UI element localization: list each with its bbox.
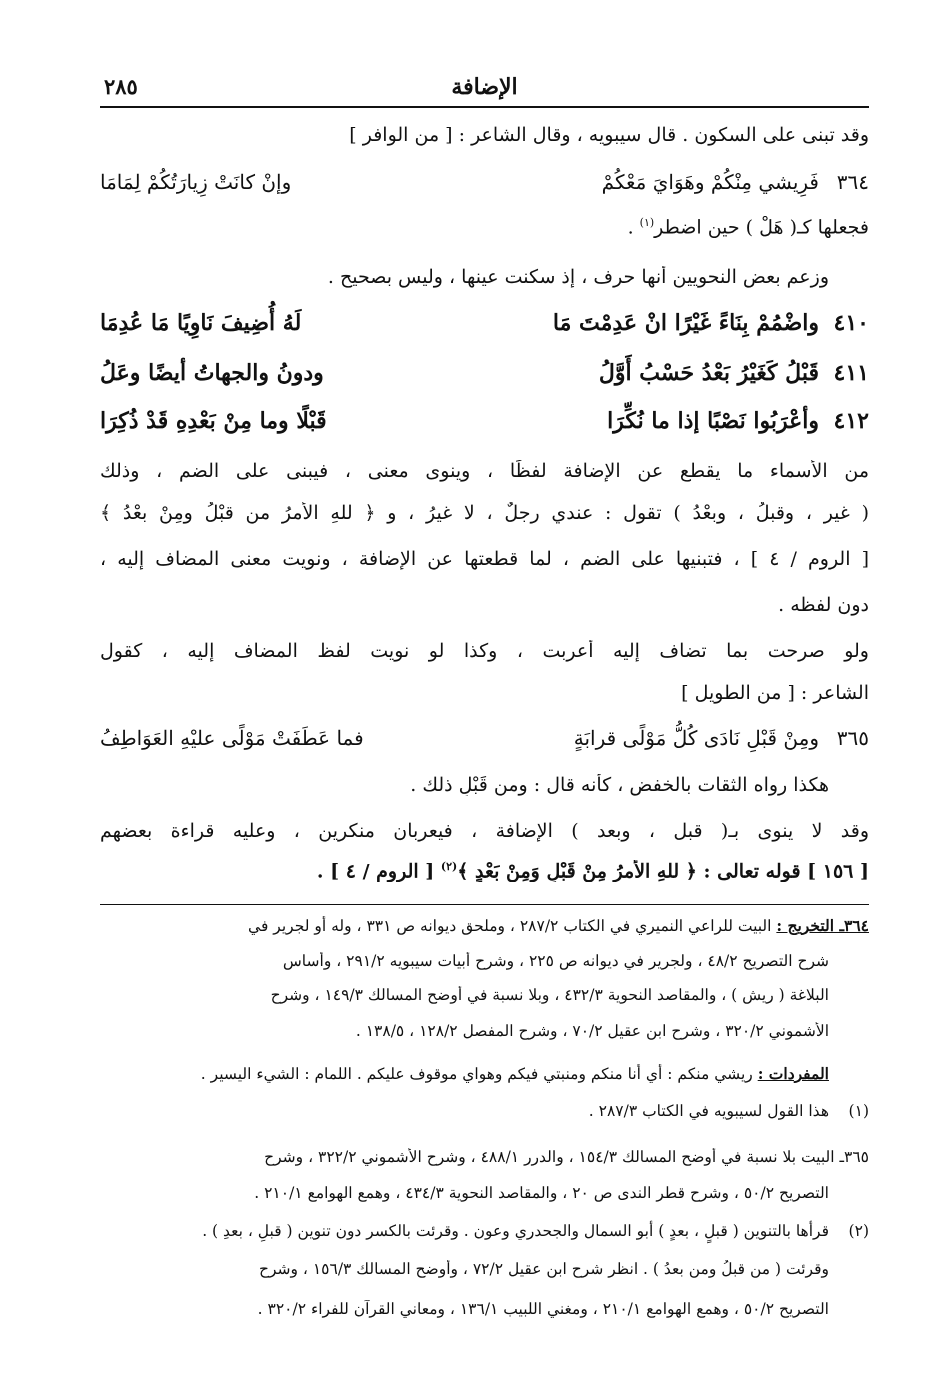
verse-second-hemistich: ودونُ والجهاتُ أيضًا وعَلُ [100,360,324,386]
footnote-ref: (١) [639,216,655,229]
verse-first-hemistich: واضْمُمْ بِنَاءً غَيْرًا انْ عَدِمْتَ مَا [552,310,819,336]
text-line: من الأسماء ما يقطع عن الإضافة لفظًا ، وينوى معنى ، فيبنى على الضم ، وذلك [100,460,869,482]
verse-number: ٤١٢ [833,408,869,434]
text-line: فجعلها كـ( هَلْ ) حين اضطر$^{(١)}$ . [627,216,869,239]
footnote-line: التصريح ٥٠/٢ ، وشرح قطر الندى ص ٢٠ ، والمقاصد النحوية ٤٣٤/٣ ، وهمع الهوامع ٢١٠/١ . [254,1184,829,1202]
footnote-mark: (١) [848,1102,869,1120]
footnote-line: المفردات : ريشي منكم : أي أنا منكم ومنبتي فيكم وهواي موقوف عليكم . اللمام : الشيء اليسير . [200,1064,829,1083]
verse-second-hemistich: وإنْ كانَتْ زِيارَتُكُمْ لِمَامَا [100,170,292,194]
text-line: [ الروم / ٤ ] ، فتبنيها على الضم ، لما قطعتها عن الإضافة ، ونويت معنى المضاف إليه ، [100,548,869,570]
text-line: الشاعر : [ من الطويل ] [681,682,869,704]
text-line: دون لفظه . [778,594,869,616]
verse-number: ٣٦٤ [836,170,869,194]
running-header [100,72,869,108]
text-line: [ ١٥٦ ] قوله تعالى : ﴿ للهِ الأمرُ مِنْ قَبْلٍ وَمِنْ بَعْدٍ ﴾$^{(٢)}$ [ الروم / ٤ ] . [316,860,869,883]
verse-first-hemistich: ومِنْ قَبْلِ نَادَى كُلُّ مَوْلًى قرابَةٍ [573,726,819,750]
text-line: وزعم بعض النحويين أنها حرف ، إذ سكنت عينها ، وليس بصحيح . [327,266,829,288]
verse-second-hemistich: قَبْلًا وما مِنْ بَعْدِهِ قَدْ ذُكِرَا [100,408,327,434]
text-line: ( غير ، وقبلُ ، وبعْدُ ) تقول : عندي رجلٌ ، لا غيرُ ، و ﴿ للهِ الأمرُ من قبْلُ ومِنْ بعْدُ ﴾ [100,502,869,524]
footnote-line: وقرئت ( من قبلُ ومن بعدُ ) . انظر شرح ابن عقيل ٧٢/٢ ، وأوضح المسالك ١٥٦/٣ ، وشرح [258,1260,829,1278]
quran-citation: [ ١٥٦ ] قوله تعالى : ﴿ للهِ الأمرُ مِنْ قَبْلٍ وَمِنْ بَعْدٍ ﴾ [457,860,869,883]
footnote-line: شرح التصريح ٤٨/٢ ، ولجرير في ديوانه ص ٢٢٥ ، وشرح أبيات سيبويه ٢٩١/٢ ، وأساس [282,952,829,970]
text-line: وقد تبنى على السكون . قال سيبويه ، وقال الشاعر : [ من الوافر ] [349,124,869,146]
footnote-ref: (٢) [440,860,458,873]
verse-second-hemistich: فما عَطَفَتْ مَوْلًى عليْهِ العَوَاطِفُ [100,726,364,750]
verse-number: ٤١١ [833,360,869,386]
footnote-line: ٣٦٤ـ التخريج : البيت للراعي النميري في الكتاب ٢٨٧/٢ ، وملحق ديوانه ص ٣٣١ ، وله أو لجرير في [248,916,869,935]
footnote-line: الأشموني ٣٢٠/٢ ، وشرح ابن عقيل ٧٠/٢ ، وشرح المفصل ١٢٨/٢ ، ١٣٨/٥ . [355,1022,829,1040]
footnote-line: البلاغة ( ريش ) ، والمقاصد النحوية ٤٣٢/٣ ، وبلا نسبة في أوضح المسالك ١٤٩/٣ ، وشرح [270,986,829,1004]
footnote-separator [100,904,869,905]
footnote-2: (٢) قرأها بالتنوين ( قبلٍ ، بعدٍ ) أبو السمال والجحدري وعون . وقرئت بالكسر دون تنوين ( قبلِ ، بعدِ ) . [202,1222,869,1240]
verse-first-hemistich: قَبْلُ كَغَيْرُ بَعْدُ حَسْبُ أَوَّلُ [598,360,819,386]
footnote-line: ٣٦٥ـ البيت بلا نسبة في أوضح المسالك ١٥٤/٣ ، والدرر ٤٨٨/١ ، وشرح الأشموني ٣٢٢/٢ ، وشرح [264,1148,869,1166]
footnote-1: (١) هذا القول لسيبويه في الكتاب ٢٨٧/٣ . [588,1102,869,1120]
footnote-label: ٣٦٤ـ التخريج : [776,916,869,935]
text-line: وقد لا ينوى بـ( قبل ، وبعد ) الإضافة ، فيعربان منكرين ، وعليه قراءة بعضهم [100,820,869,842]
verse-second-hemistich: لَهُ أُضِيفَ نَاوِيًا مَا عُدِمَا [100,310,302,336]
text-line: هكذا رواه الثقات بالخفض ، كأنه قال : ومن قَبْلِ ذلك . [410,774,829,796]
footnote-mark: (٢) [848,1222,869,1240]
verse-first-hemistich: فَرِيشي مِنْكُمْ وهَوَايَ مَعْكُمْ [601,170,819,194]
verse-number: ٣٦٥ [836,726,869,750]
verse-first-hemistich: وأعْرَبُوا نَصْبًا إذا ما نُكِّرَا [607,408,819,434]
footnote-label: المفردات : [757,1064,829,1083]
page-number: ٢٨٥ [104,74,138,99]
footnote-line: التصريح ٥٠/٢ ، وهمع الهوامع ٢١٠/١ ، ومغني اللبيب ١٣٦/١ ، ومعاني القرآن للفراء ٣٢٠/٢ . [257,1300,829,1318]
verse-number: ٤١٠ [833,310,869,336]
text-line: ولو صرحت بما تضاف إليه أعربت ، وكذا لو نويت لفظ المضاف إليه ، كقول [100,640,869,662]
chapter-title: الإضافة [451,74,518,100]
